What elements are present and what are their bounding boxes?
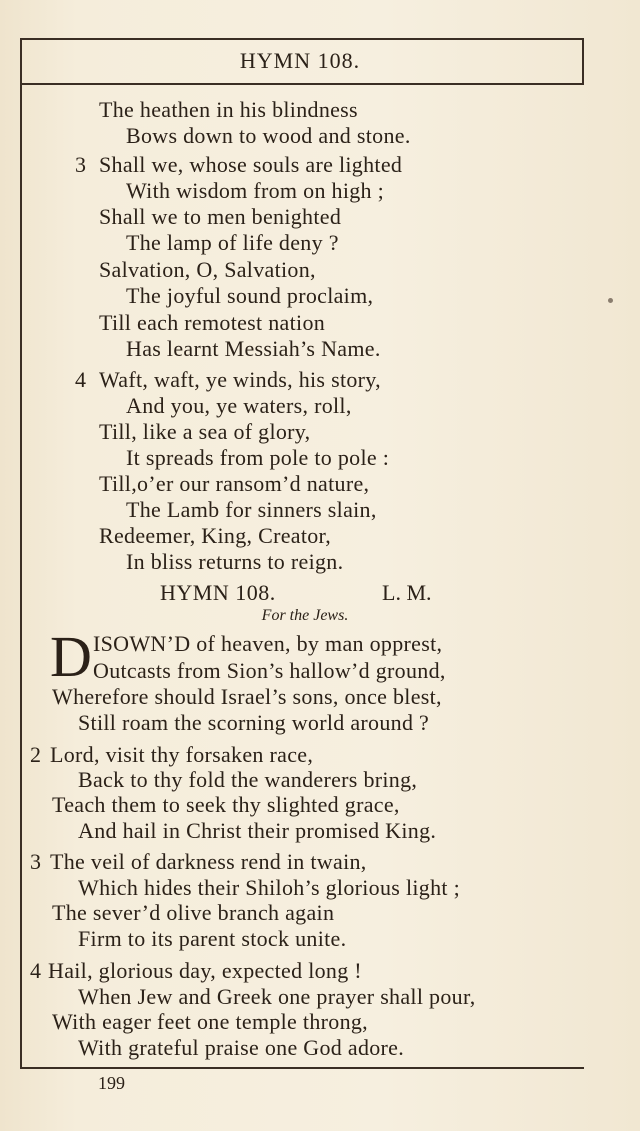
verse-line: Hail, glorious day, expected long !: [48, 958, 362, 983]
verse-line: In bliss returns to reign.: [126, 549, 344, 574]
hymn-subtitle: For the Jews.: [261, 607, 349, 624]
running-head: HYMN 108.: [239, 48, 361, 73]
verse-line: Lord, visit thy forsaken race,: [50, 742, 314, 767]
verse-line: Still roam the scorning world around ?: [78, 710, 430, 735]
verse-line: The joyful sound proclaim,: [126, 283, 374, 308]
verse-line: With eager feet one temple throng,: [52, 1009, 368, 1034]
verse-line: ISOWN’D of heaven, by man opprest,: [93, 631, 443, 656]
verse-line: Teach them to seek thy slighted grace,: [52, 792, 400, 817]
verse-line: The Lamb for sinners slain,: [126, 497, 377, 522]
verse-number: 3: [30, 849, 41, 874]
header-left-rule: [20, 38, 22, 1068]
verse-line: Firm to its parent stock unite.: [78, 926, 347, 951]
verse-line: Shall we to men benighted: [99, 204, 342, 229]
drop-cap: D: [50, 624, 92, 689]
verse-line: Till each remotest nation: [99, 310, 326, 335]
verse-number: 3: [75, 152, 86, 177]
verse-line: Till, like a sea of glory,: [99, 419, 311, 444]
header-top-rule: [20, 38, 584, 40]
header-bottom-rule: [20, 83, 584, 85]
verse-line: And you, ye waters, roll,: [126, 393, 352, 418]
footer-rule: [20, 1067, 584, 1069]
hymn-meter: L. M.: [382, 580, 432, 605]
verse-line: The lamp of life deny ?: [126, 230, 339, 255]
verse-line: With grateful praise one God adore.: [78, 1035, 405, 1060]
verse-line: The heathen in his blindness: [99, 97, 358, 122]
verse-line: The veil of darkness rend in twain,: [50, 849, 367, 874]
verse-line: The sever’d olive branch again: [52, 900, 335, 925]
verse-line: When Jew and Greek one prayer shall pour,: [78, 984, 476, 1009]
verse-line: With wisdom from on high ;: [126, 178, 385, 203]
verse-line: Which hides their Shiloh’s glorious light ;: [78, 875, 460, 900]
hymn-title: HYMN 108.: [160, 580, 276, 605]
verse-line: And hail in Christ their promised King.: [78, 818, 437, 843]
verse-number: 2: [30, 742, 41, 767]
verse-line: Bows down to wood and stone.: [126, 123, 411, 148]
verse-line: Back to thy fold the wanderers bring,: [78, 767, 418, 792]
verse-line: Outcasts from Sion’s hallow’d ground,: [93, 658, 446, 683]
paper-speck: [608, 298, 613, 303]
verse-line: It spreads from pole to pole :: [126, 445, 390, 470]
verse-line: Waft, waft, ye winds, his story,: [99, 367, 381, 392]
verse-line: Wherefore should Israel’s sons, once blest,: [52, 684, 442, 709]
page-number: 199: [98, 1073, 125, 1093]
verse-line: Shall we, whose souls are lighted: [99, 152, 403, 177]
verse-line: Redeemer, King, Creator,: [99, 523, 332, 548]
verse-number: 4: [75, 367, 86, 392]
verse-line: Till,o’er our ransom’d nature,: [99, 471, 370, 496]
verse-number: 4: [30, 958, 41, 983]
verse-line: Salvation, O, Salvation,: [99, 257, 316, 282]
verse-line: Has learnt Messiah’s Name.: [126, 336, 381, 361]
